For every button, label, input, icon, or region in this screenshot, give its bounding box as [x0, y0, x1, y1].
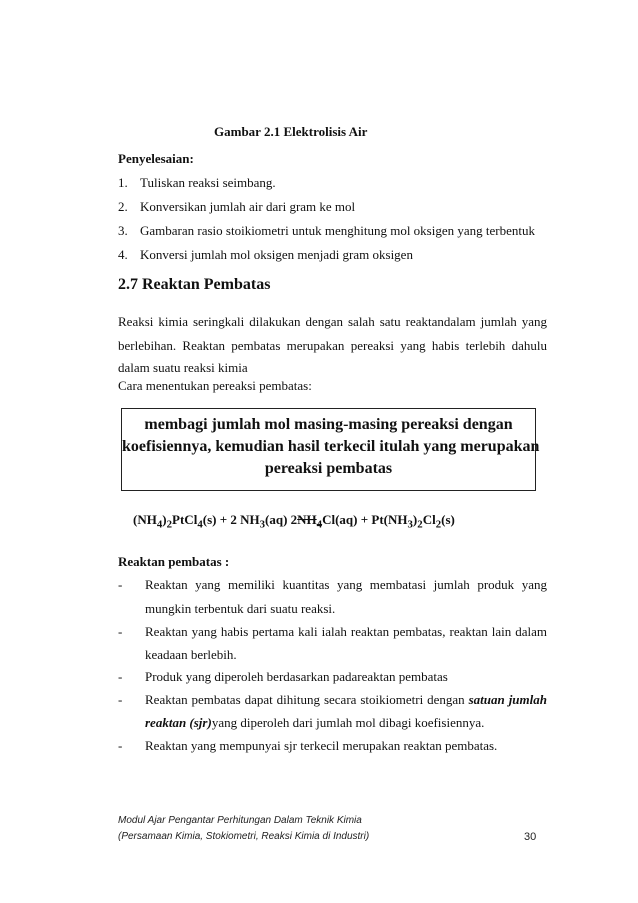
struck-text: NH [297, 512, 317, 527]
solution-step [118, 247, 413, 263]
step-number: 1. [118, 175, 128, 190]
bullet-line: Reaktan yang mempunyai sjr terkecil merupakan reaktan pembatas. [145, 738, 498, 753]
solution-title: Penyelesaian: [118, 151, 194, 166]
step-number: 4. [118, 247, 128, 262]
bullet-dash: - [118, 669, 123, 684]
bullet-line: Produk yang diperoleh berdasarkan padareaktan pembatas [145, 669, 448, 684]
page-number: 30 [524, 831, 537, 843]
step-number: 3. [118, 223, 128, 238]
footer-module-title: Modul Ajar Pengantar Perhitungan Dalam Teknik Kimia [118, 815, 362, 826]
step-text: Konversikan jumlah air dari gram ke mol [140, 199, 356, 214]
bullet-line: mungkin terbentuk dari suatu reaksi. [145, 601, 336, 616]
figure-caption: Gambar 2.1 Elektrolisis Air [214, 124, 368, 139]
paragraph-line: dalam suatu reaksi kimia [118, 360, 248, 375]
bullet-line: keadaan berlebih. [145, 647, 237, 662]
footer-module-subtitle: (Persamaan Kimia, Stokiometri, Reaksi Kimia di Industri) [118, 831, 370, 842]
boxed-rule-line: membagi jumlah mol masing-masing pereaksi dengan [144, 416, 513, 433]
solution-step [118, 199, 355, 215]
solution-step [118, 175, 276, 191]
bullet-line: Reaktan yang memiliki kuantitas yang membatasi jumlah produk yang [145, 577, 547, 592]
boxed-rule-line: koefisiennya, kemudian hasil terkecil itulah yang merupakan [122, 438, 540, 455]
emphasis-text: satuan jumlah [468, 692, 547, 707]
bullet-dash: - [118, 577, 123, 592]
bullet-line: Reaktan yang habis pertama kali ialah reaktan pembatas, reaktan lain dalam [145, 624, 547, 639]
chemical-equation: $(NH_4)_2PtCl_4(s) + 2$ $NH_3(aq) 2NH_4Cl(aq) + Pt(NH_3)_2Cl_2(s)$ [133, 512, 455, 531]
section-heading: 2.7 Reaktan Pembatas [118, 276, 271, 293]
step-number: 2. [118, 199, 128, 214]
solution-step [118, 223, 535, 239]
bullet-dash: - [118, 738, 123, 753]
step-text: Gambaran rasio stoikiometri untuk menghitung mol oksigen yang terbentuk [140, 223, 535, 238]
boxed-rule-line: pereaksi pembatas [264, 460, 393, 477]
method-intro: Cara menentukan pereaksi pembatas: [118, 378, 312, 393]
paragraph-line: Reaksi kimia seringkali dilakukan dengan salah satu reaktandalam jumlah yang [118, 314, 547, 329]
bullet-dash: - [118, 624, 123, 639]
limiting-reactant-heading: Reaktan pembatas : [118, 554, 230, 569]
emphasis-text: reaktan (sjr) [145, 715, 212, 730]
step-text: Konversi jumlah mol oksigen menjadi gram oksigen [140, 247, 413, 262]
bullet-line: reaktan (sjr)yang diperoleh dari jumlah mol dibagi koefisiennya. [145, 715, 485, 730]
step-text: Tuliskan reaksi seimbang. [140, 175, 276, 190]
bullet-line: Reaktan pembatas dapat dihitung secara stoikiometri dengan satuan jumlah [145, 692, 547, 707]
bullet-dash: - [118, 692, 123, 707]
boxed-rule [121, 408, 540, 491]
paragraph-line: berlebihan. Reaktan pembatas merupakan pereaksi yang habis terlebih dahulu [118, 338, 547, 353]
